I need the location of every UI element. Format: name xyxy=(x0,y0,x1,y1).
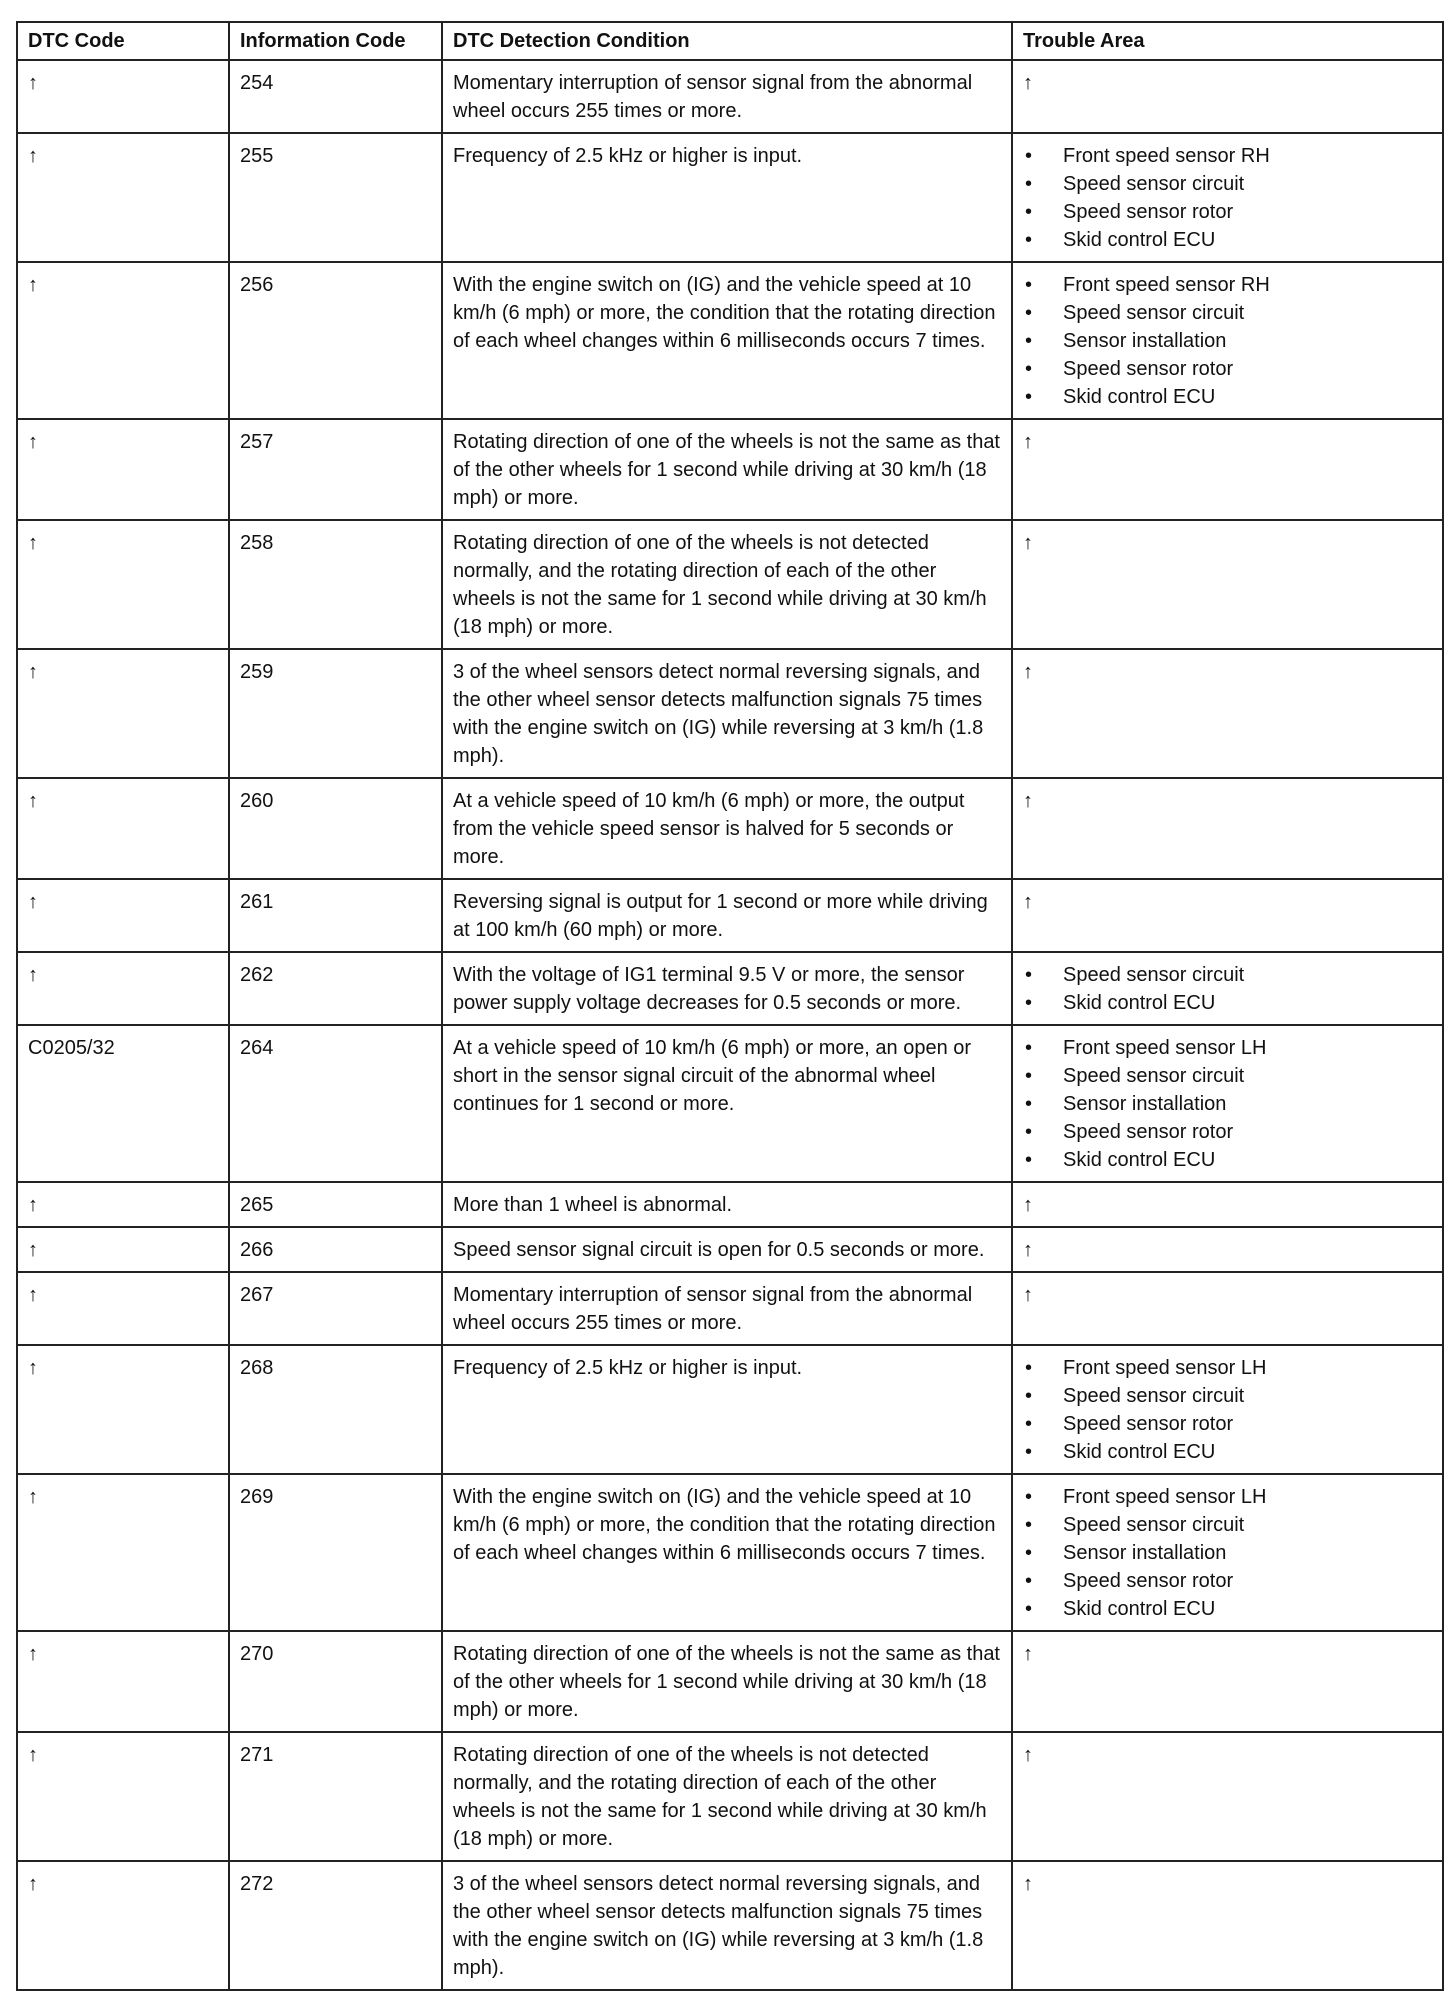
table-row xyxy=(17,778,1443,879)
table-row xyxy=(17,952,1443,1025)
table-row xyxy=(17,879,1443,952)
cell-information-code: 271 xyxy=(229,1732,442,1861)
table-row xyxy=(17,262,1443,419)
cell-trouble-area: ↑ xyxy=(1012,1861,1443,1990)
cell-dtc-code: ↑ xyxy=(17,1227,229,1272)
cell-trouble-area: ↑ xyxy=(1012,419,1443,520)
cell-trouble-area xyxy=(1012,1474,1443,1631)
trouble-area-item: • Skid control ECU xyxy=(1023,1146,1432,1174)
cell-detection-condition: Speed sensor signal circuit is open for 0.5 seconds or more. xyxy=(442,1227,1012,1272)
cell-information-code: 254 xyxy=(229,60,442,133)
cell-detection-condition: 3 of the wheel sensors detect normal reversing signals, and the other wheel sensor detects malfunction signals 75 times with the engine switch on (IG) while reversing at 3 km/h (1.8 mph). xyxy=(442,649,1012,778)
cell-dtc-code: ↑ xyxy=(17,1732,229,1861)
cell-information-code: 256 xyxy=(229,262,442,419)
cell-trouble-area: ↑ xyxy=(1012,879,1443,952)
table-row xyxy=(17,520,1443,649)
trouble-area-item: • Speed sensor rotor xyxy=(1023,198,1432,226)
cell-dtc-code: ↑ xyxy=(17,1272,229,1345)
trouble-area-item: • Speed sensor rotor xyxy=(1023,1410,1432,1438)
trouble-area-list xyxy=(1023,1034,1432,1174)
trouble-area-item: • Skid control ECU xyxy=(1023,1438,1432,1466)
trouble-area-item: • Speed sensor circuit xyxy=(1023,299,1432,327)
cell-dtc-code: ↑ xyxy=(17,419,229,520)
cell-trouble-area: ↑ xyxy=(1012,1732,1443,1861)
cell-trouble-area xyxy=(1012,1345,1443,1474)
trouble-area-list xyxy=(1023,142,1432,254)
cell-information-code: 258 xyxy=(229,520,442,649)
cell-detection-condition: At a vehicle speed of 10 km/h (6 mph) or more, an open or short in the sensor signal circuit of the abnormal wheel continues for 1 second or more. xyxy=(442,1025,1012,1182)
cell-trouble-area xyxy=(1012,952,1443,1025)
cell-detection-condition: Momentary interruption of sensor signal from the abnormal wheel occurs 255 times or more. xyxy=(442,60,1012,133)
cell-information-code: 260 xyxy=(229,778,442,879)
trouble-area-item: • Sensor installation xyxy=(1023,327,1432,355)
cell-information-code: 259 xyxy=(229,649,442,778)
cell-trouble-area xyxy=(1012,1025,1443,1182)
cell-detection-condition: With the engine switch on (IG) and the vehicle speed at 10 km/h (6 mph) or more, the condition that the rotating direction of each wheel changes within 6 milliseconds occurs 7 times. xyxy=(442,1474,1012,1631)
table-row xyxy=(17,1631,1443,1732)
cell-information-code: 269 xyxy=(229,1474,442,1631)
cell-detection-condition: Frequency of 2.5 kHz or higher is input. xyxy=(442,133,1012,262)
header-information-code: Information Code xyxy=(229,22,442,60)
trouble-area-list xyxy=(1023,271,1432,411)
cell-dtc-code: ↑ xyxy=(17,262,229,419)
cell-dtc-code: ↑ xyxy=(17,133,229,262)
cell-information-code: 266 xyxy=(229,1227,442,1272)
cell-dtc-code: ↑ xyxy=(17,879,229,952)
cell-information-code: 261 xyxy=(229,879,442,952)
cell-dtc-code: ↑ xyxy=(17,1631,229,1732)
trouble-area-list xyxy=(1023,1354,1432,1466)
cell-dtc-code: ↑ xyxy=(17,1861,229,1990)
trouble-area-item: • Speed sensor rotor xyxy=(1023,355,1432,383)
trouble-area-item: • Speed sensor rotor xyxy=(1023,1567,1432,1595)
cell-detection-condition: Reversing signal is output for 1 second or more while driving at 100 km/h (60 mph) or more. xyxy=(442,879,1012,952)
cell-trouble-area: ↑ xyxy=(1012,1182,1443,1227)
cell-dtc-code: ↑ xyxy=(17,649,229,778)
cell-information-code: 268 xyxy=(229,1345,442,1474)
cell-trouble-area: ↑ xyxy=(1012,1272,1443,1345)
cell-detection-condition: Momentary interruption of sensor signal from the abnormal wheel occurs 255 times or more. xyxy=(442,1272,1012,1345)
trouble-area-item: • Front speed sensor LH xyxy=(1023,1483,1432,1511)
header-dtc-code: DTC Code xyxy=(17,22,229,60)
table-row xyxy=(17,1345,1443,1474)
table-row xyxy=(17,1227,1443,1272)
trouble-area-item: • Skid control ECU xyxy=(1023,383,1432,411)
table-row xyxy=(17,1025,1443,1182)
trouble-area-item: • Skid control ECU xyxy=(1023,226,1432,254)
cell-trouble-area: ↑ xyxy=(1012,649,1443,778)
trouble-area-item: • Speed sensor circuit xyxy=(1023,1382,1432,1410)
cell-detection-condition: With the engine switch on (IG) and the vehicle speed at 10 km/h (6 mph) or more, the condition that the rotating direction of each wheel changes within 6 milliseconds occurs 7 times. xyxy=(442,262,1012,419)
cell-dtc-code: ↑ xyxy=(17,1345,229,1474)
cell-dtc-code: ↑ xyxy=(17,60,229,133)
cell-trouble-area: ↑ xyxy=(1012,1227,1443,1272)
table-row xyxy=(17,60,1443,133)
trouble-area-item: • Sensor installation xyxy=(1023,1090,1432,1118)
trouble-area-item: • Skid control ECU xyxy=(1023,989,1432,1017)
cell-information-code: 255 xyxy=(229,133,442,262)
cell-information-code: 265 xyxy=(229,1182,442,1227)
trouble-area-item: • Sensor installation xyxy=(1023,1539,1432,1567)
cell-dtc-code: ↑ xyxy=(17,520,229,649)
trouble-area-item: • Skid control ECU xyxy=(1023,1595,1432,1623)
cell-detection-condition: At a vehicle speed of 10 km/h (6 mph) or more, the output from the vehicle speed sensor is halved for 5 seconds or more. xyxy=(442,778,1012,879)
cell-information-code: 272 xyxy=(229,1861,442,1990)
trouble-area-item: • Front speed sensor RH xyxy=(1023,271,1432,299)
table-row xyxy=(17,1861,1443,1990)
trouble-area-item: • Front speed sensor RH xyxy=(1023,142,1432,170)
cell-dtc-code: ↑ xyxy=(17,1474,229,1631)
table-row xyxy=(17,1732,1443,1861)
trouble-area-list xyxy=(1023,961,1432,1017)
trouble-area-item: • Front speed sensor LH xyxy=(1023,1354,1432,1382)
cell-trouble-area: ↑ xyxy=(1012,60,1443,133)
document-page xyxy=(16,21,1442,1991)
trouble-area-item: • Speed sensor circuit xyxy=(1023,170,1432,198)
cell-information-code: 262 xyxy=(229,952,442,1025)
trouble-area-item: • Front speed sensor LH xyxy=(1023,1034,1432,1062)
cell-information-code: 267 xyxy=(229,1272,442,1345)
table-row xyxy=(17,133,1443,262)
cell-dtc-code: C0205/32 xyxy=(17,1025,229,1182)
cell-detection-condition: Rotating direction of one of the wheels is not the same as that of the other wheels for 1 second while driving at 30 km/h (18 mph) or more. xyxy=(442,1631,1012,1732)
cell-detection-condition: Rotating direction of one of the wheels is not detected normally, and the rotating direction of each of the other wheels is not the same for 1 second while driving at 30 km/h (18 mph) or more. xyxy=(442,520,1012,649)
cell-dtc-code: ↑ xyxy=(17,952,229,1025)
table-body xyxy=(17,60,1443,1990)
cell-information-code: 257 xyxy=(229,419,442,520)
cell-trouble-area: ↑ xyxy=(1012,520,1443,649)
header-trouble-area: Trouble Area xyxy=(1012,22,1443,60)
cell-detection-condition: 3 of the wheel sensors detect normal reversing signals, and the other wheel sensor detects malfunction signals 75 times with the engine switch on (IG) while reversing at 3 km/h (1.8 mph). xyxy=(442,1861,1012,1990)
cell-information-code: 264 xyxy=(229,1025,442,1182)
cell-detection-condition: With the voltage of IG1 terminal 9.5 V or more, the sensor power supply voltage decreases for 0.5 seconds or more. xyxy=(442,952,1012,1025)
table-row xyxy=(17,1182,1443,1227)
header-detection-condition: DTC Detection Condition xyxy=(442,22,1012,60)
dtc-table xyxy=(16,21,1444,1991)
cell-trouble-area xyxy=(1012,133,1443,262)
cell-detection-condition: Rotating direction of one of the wheels is not detected normally, and the rotating direction of each of the other wheels is not the same for 1 second while driving at 30 km/h (18 mph) or more. xyxy=(442,1732,1012,1861)
trouble-area-list xyxy=(1023,1483,1432,1623)
cell-trouble-area: ↑ xyxy=(1012,1631,1443,1732)
cell-dtc-code: ↑ xyxy=(17,778,229,879)
cell-detection-condition: Rotating direction of one of the wheels is not the same as that of the other wheels for 1 second while driving at 30 km/h (18 mph) or more. xyxy=(442,419,1012,520)
trouble-area-item: • Speed sensor circuit xyxy=(1023,1062,1432,1090)
cell-trouble-area: ↑ xyxy=(1012,778,1443,879)
table-row xyxy=(17,1474,1443,1631)
cell-information-code: 270 xyxy=(229,1631,442,1732)
table-row xyxy=(17,1272,1443,1345)
trouble-area-item: • Speed sensor circuit xyxy=(1023,1511,1432,1539)
cell-dtc-code: ↑ xyxy=(17,1182,229,1227)
trouble-area-item: • Speed sensor rotor xyxy=(1023,1118,1432,1146)
table-header-row xyxy=(17,22,1443,60)
table-row xyxy=(17,649,1443,778)
cell-detection-condition: Frequency of 2.5 kHz or higher is input. xyxy=(442,1345,1012,1474)
table-row xyxy=(17,419,1443,520)
cell-detection-condition: More than 1 wheel is abnormal. xyxy=(442,1182,1012,1227)
cell-trouble-area xyxy=(1012,262,1443,419)
trouble-area-item: • Speed sensor circuit xyxy=(1023,961,1432,989)
